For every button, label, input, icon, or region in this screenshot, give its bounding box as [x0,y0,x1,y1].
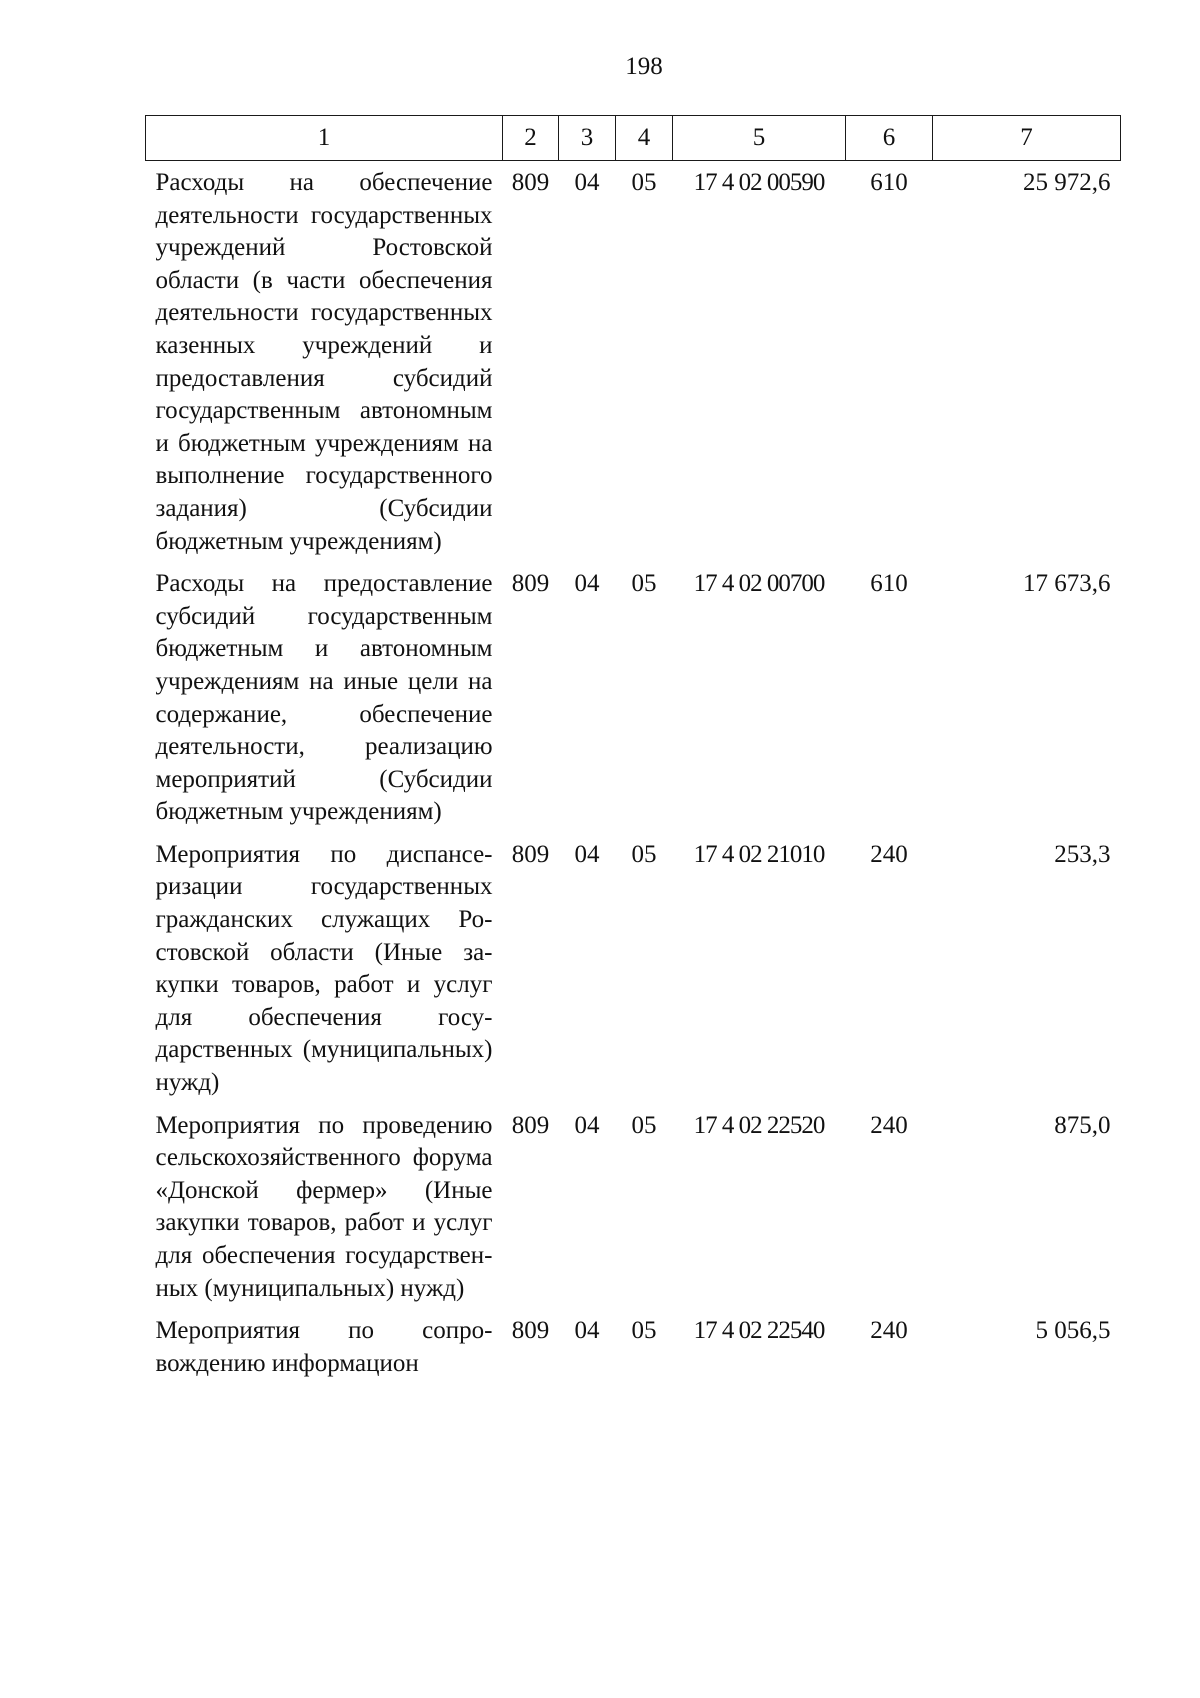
row-ministry-code: 809 [511,1317,550,1345]
row-description: Мероприятия по проведению сельскохозяйственного форума «Донской фермер» (Иные закупки товаров, работ и услуг для обеспечения государственных (муниципальных) нужд) [155,1111,493,1302]
budget-table [145,115,1121,1384]
row-expense-type: 240 [870,840,908,868]
row-subsection-code: 05 [631,840,657,868]
row-ministry-code: 809 [511,1111,550,1139]
header-col-7: 7 [933,116,1121,161]
row-ministry-code: 809 [511,570,550,598]
row-section-code: 04 [574,1111,600,1139]
row-description: Расходы на предоставление субсидий государственным бюджетным и автономным учреждениям на иные цели на содержание, обеспечение деятельности, реализацию мероприятий (Субсидии бюджетным учреждениям) [155,570,493,826]
row-amount: 875,0 [1054,1111,1111,1139]
row-target-article: 17 4 02 22520 [693,1111,825,1139]
table-row [146,562,1121,833]
row-subsection-code: 05 [631,169,657,196]
row-expense-type: 240 [870,1111,908,1139]
row-ministry-code: 809 [511,840,550,868]
table-row [146,1309,1121,1384]
header-col-5: 5 [673,116,846,161]
row-amount: 5 056,5 [1035,1317,1111,1345]
row-section-code: 04 [574,840,600,868]
row-section-code: 04 [574,1317,600,1345]
row-subsection-code: 05 [631,1317,657,1345]
table-row [146,1104,1121,1310]
row-target-article: 17 4 02 00700 [693,570,825,598]
row-target-article: 17 4 02 21010 [693,840,825,868]
row-target-article: 17 4 02 22540 [693,1317,825,1345]
row-amount: 25 972,6 [1023,169,1111,196]
row-subsection-code: 05 [631,570,657,598]
row-description: Мероприятия по сопровождению информацион [155,1317,493,1377]
header-col-2: 2 [503,116,559,161]
row-ministry-code: 809 [511,169,550,196]
row-amount: 17 673,6 [1023,570,1111,598]
header-col-3: 3 [559,116,616,161]
header-col-6: 6 [846,116,933,161]
table-row [146,833,1121,1104]
header-col-4: 4 [616,116,673,161]
row-expense-type: 240 [870,1317,908,1345]
row-section-code: 04 [574,570,600,598]
header-row [146,116,1121,161]
row-amount: 253,3 [1054,840,1111,868]
row-description: Расходы на обеспечение деятельности государственных учреждений Ростовской области (в части обеспечения деятельности государственных казенных учреждений и предоставления субсидий государственным автономным и бюджетным учреждениям на выполнение государственного задания) (Субсидии бюджетным учреждениям) [155,169,493,555]
row-subsection-code: 05 [631,1111,657,1139]
row-expense-type: 610 [870,169,908,196]
page-number: 198 [625,53,663,80]
header-col-1: 1 [146,116,503,161]
table-row [146,161,1121,563]
row-description: Мероприятия по диспансеризации государственных гражданских служащих Ростовской области (Иные закупки товаров, работ и услуг для обеспечения государственных (муниципальных) нужд) [155,840,493,1097]
row-expense-type: 610 [870,570,908,598]
row-section-code: 04 [574,169,600,196]
row-target-article: 17 4 02 00590 [693,169,825,196]
